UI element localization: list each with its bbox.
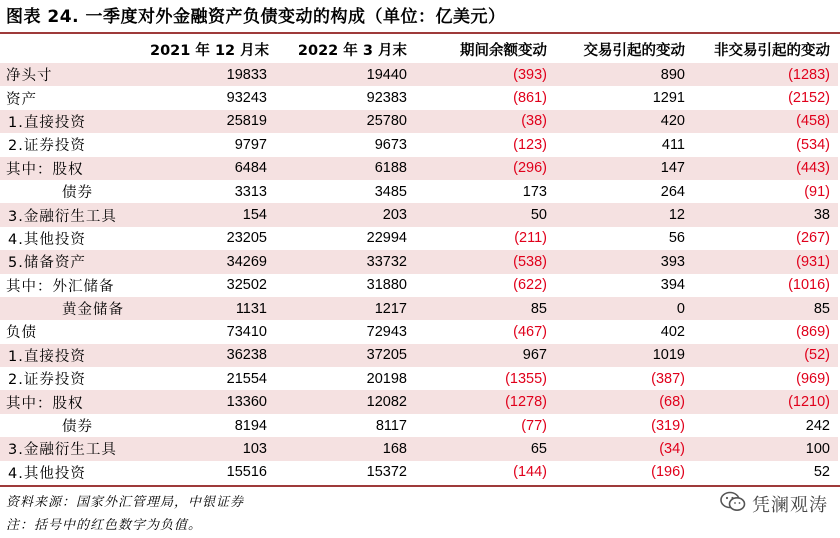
value-cell: (534) xyxy=(796,136,830,153)
top-rule xyxy=(0,32,840,34)
value-cell: 85 xyxy=(693,297,838,320)
table-row xyxy=(0,344,838,367)
value-cell: 25819 xyxy=(150,110,275,133)
value-cell: (1283) xyxy=(693,63,838,86)
value-cell: 154 xyxy=(150,203,275,226)
value-cell: 36238 xyxy=(150,344,275,367)
value-cell: 72943 xyxy=(366,323,407,340)
value-cell: (91) xyxy=(804,183,830,200)
value-cell: 147 xyxy=(555,157,693,180)
value-cell: 1291 xyxy=(652,90,685,107)
value-cell: 3485 xyxy=(374,183,407,200)
table-row xyxy=(0,86,838,109)
value-cell: (267) xyxy=(796,230,830,247)
row-label: 资产 xyxy=(6,91,37,108)
value-cell: (296) xyxy=(415,157,555,180)
value-cell: 22994 xyxy=(366,230,407,247)
value-cell: (1278) xyxy=(415,390,555,413)
watermark-text: 凭澜观涛 xyxy=(752,495,828,516)
value-cell: 967 xyxy=(415,344,555,367)
value-cell: 8194 xyxy=(234,417,267,434)
value-cell: 393 xyxy=(555,250,693,273)
value-cell: 12 xyxy=(555,203,693,226)
value-cell: 242 xyxy=(805,417,830,434)
value-cell: 6188 xyxy=(275,157,415,180)
table-row xyxy=(0,180,838,203)
value-cell: 8117 xyxy=(375,417,407,434)
table-body xyxy=(0,63,838,484)
value-cell: 411 xyxy=(661,136,685,153)
value-cell: 0 xyxy=(555,297,693,320)
value-cell: (1355) xyxy=(505,370,547,387)
value-cell: (77) xyxy=(521,417,547,434)
row-label: 其中：股权 xyxy=(0,390,150,413)
value-cell: 92383 xyxy=(366,90,407,107)
table-row xyxy=(0,157,838,180)
value-cell: 1217 xyxy=(275,297,415,320)
value-cell: (38) xyxy=(415,110,555,133)
header-cell xyxy=(0,35,150,63)
value-cell: 3313 xyxy=(234,183,267,200)
watermark xyxy=(720,491,828,517)
value-cell: 15372 xyxy=(366,464,407,481)
table-row xyxy=(0,250,838,273)
value-cell: (196) xyxy=(651,464,685,481)
data-table xyxy=(0,35,838,484)
value-cell: (123) xyxy=(513,136,547,153)
value-cell: (538) xyxy=(415,250,555,273)
value-cell: 13360 xyxy=(150,390,275,413)
value-cell: 33732 xyxy=(275,250,415,273)
table-row xyxy=(0,461,838,484)
value-cell: 890 xyxy=(555,63,693,86)
row-label: 2.证券投资 xyxy=(8,138,86,155)
value-cell: 168 xyxy=(275,437,415,460)
header-cell: 非交易引起的变动 xyxy=(714,42,830,59)
value-cell: 65 xyxy=(415,437,555,460)
value-cell: 1131 xyxy=(150,297,275,320)
value-cell: 93243 xyxy=(226,90,267,107)
table-row xyxy=(0,390,838,413)
value-cell: (34) xyxy=(555,437,693,460)
value-cell: (1210) xyxy=(693,390,838,413)
row-label: 1.直接投资 xyxy=(0,110,150,133)
value-cell: (622) xyxy=(513,277,547,294)
table-row xyxy=(0,320,838,343)
value-cell: (52) xyxy=(693,344,838,367)
row-label: 负债 xyxy=(6,325,37,342)
value-cell: (68) xyxy=(555,390,693,413)
value-cell: 50 xyxy=(415,203,555,226)
value-cell: 9797 xyxy=(234,136,267,153)
value-cell: (144) xyxy=(513,464,547,481)
value-cell: 203 xyxy=(275,203,415,226)
value-cell: 103 xyxy=(150,437,275,460)
value-cell: 20198 xyxy=(366,370,407,387)
table-row xyxy=(0,367,838,390)
value-cell: 21554 xyxy=(226,370,267,387)
table-row xyxy=(0,437,838,460)
wechat-icon xyxy=(720,491,746,517)
value-cell: (387) xyxy=(651,370,685,387)
row-label: 4.其他投资 xyxy=(8,231,86,248)
value-cell: (319) xyxy=(651,417,685,434)
source-note: 资料来源：国家外汇管理局，中银证券 xyxy=(6,495,245,510)
value-cell: 6484 xyxy=(150,157,275,180)
value-cell: 394 xyxy=(660,277,685,294)
value-cell: 9673 xyxy=(374,136,407,153)
value-cell: 32502 xyxy=(226,277,267,294)
value-cell: (211) xyxy=(514,230,547,247)
value-cell: 100 xyxy=(693,437,838,460)
row-label: 其中：外汇储备 xyxy=(6,278,115,295)
negative-note: 注：括号中的红色数字为负值。 xyxy=(6,518,203,533)
figure-title: 图表 24. 一季度对外金融资产负债变动的构成（单位：亿美元） xyxy=(6,7,506,27)
value-cell: 173 xyxy=(522,183,547,200)
row-label: 其中：股权 xyxy=(0,157,150,180)
value-cell: 1019 xyxy=(555,344,693,367)
row-label: 净头寸 xyxy=(0,63,150,86)
header-cell: 交易引起的变动 xyxy=(583,42,685,59)
value-cell: 37205 xyxy=(275,344,415,367)
table-row xyxy=(0,203,838,226)
value-cell: 402 xyxy=(660,323,685,340)
value-cell: 19833 xyxy=(150,63,275,86)
value-cell: (869) xyxy=(796,323,830,340)
value-cell: 25780 xyxy=(275,110,415,133)
value-cell: (393) xyxy=(415,63,555,86)
value-cell: (969) xyxy=(796,370,830,387)
row-label: 债券 xyxy=(62,185,93,202)
row-label: 1.直接投资 xyxy=(0,344,150,367)
value-cell: 73410 xyxy=(226,323,267,340)
row-label: 2.证券投资 xyxy=(8,372,86,389)
value-cell: (1016) xyxy=(788,277,830,294)
header-row xyxy=(0,35,838,63)
value-cell: 31880 xyxy=(366,277,407,294)
row-label: 5.储备资产 xyxy=(0,250,150,273)
row-label: 4.其他投资 xyxy=(8,465,86,482)
value-cell: (931) xyxy=(693,250,838,273)
bottom-rule xyxy=(0,485,840,487)
row-label: 黄金储备 xyxy=(0,297,150,320)
header-cell: 2021 年 12 月末 xyxy=(150,42,270,59)
table-row xyxy=(0,133,838,156)
table-row xyxy=(0,110,838,133)
value-cell: (2152) xyxy=(788,90,830,107)
value-cell: (861) xyxy=(513,90,547,107)
table-row xyxy=(0,274,838,297)
value-cell: 420 xyxy=(555,110,693,133)
value-cell: 264 xyxy=(660,183,685,200)
value-cell: (467) xyxy=(513,323,547,340)
value-cell: 85 xyxy=(415,297,555,320)
value-cell: 56 xyxy=(668,230,685,247)
row-label: 3.金融衍生工具 xyxy=(0,437,150,460)
value-cell: 34269 xyxy=(150,250,275,273)
value-cell: 23205 xyxy=(226,230,267,247)
value-cell: 19440 xyxy=(275,63,415,86)
header-cell: 2022 年 3 月末 xyxy=(297,42,407,59)
value-cell: 15516 xyxy=(226,464,267,481)
table-row xyxy=(0,297,838,320)
table-row xyxy=(0,227,838,250)
value-cell: 52 xyxy=(813,464,830,481)
row-label: 3.金融衍生工具 xyxy=(0,203,150,226)
value-cell: 12082 xyxy=(275,390,415,413)
table-row xyxy=(0,63,838,86)
header-cell: 期间余额变动 xyxy=(460,42,547,59)
row-label: 债券 xyxy=(62,419,93,436)
table-row xyxy=(0,414,838,437)
value-cell: 38 xyxy=(693,203,838,226)
value-cell: (443) xyxy=(693,157,838,180)
value-cell: (458) xyxy=(693,110,838,133)
